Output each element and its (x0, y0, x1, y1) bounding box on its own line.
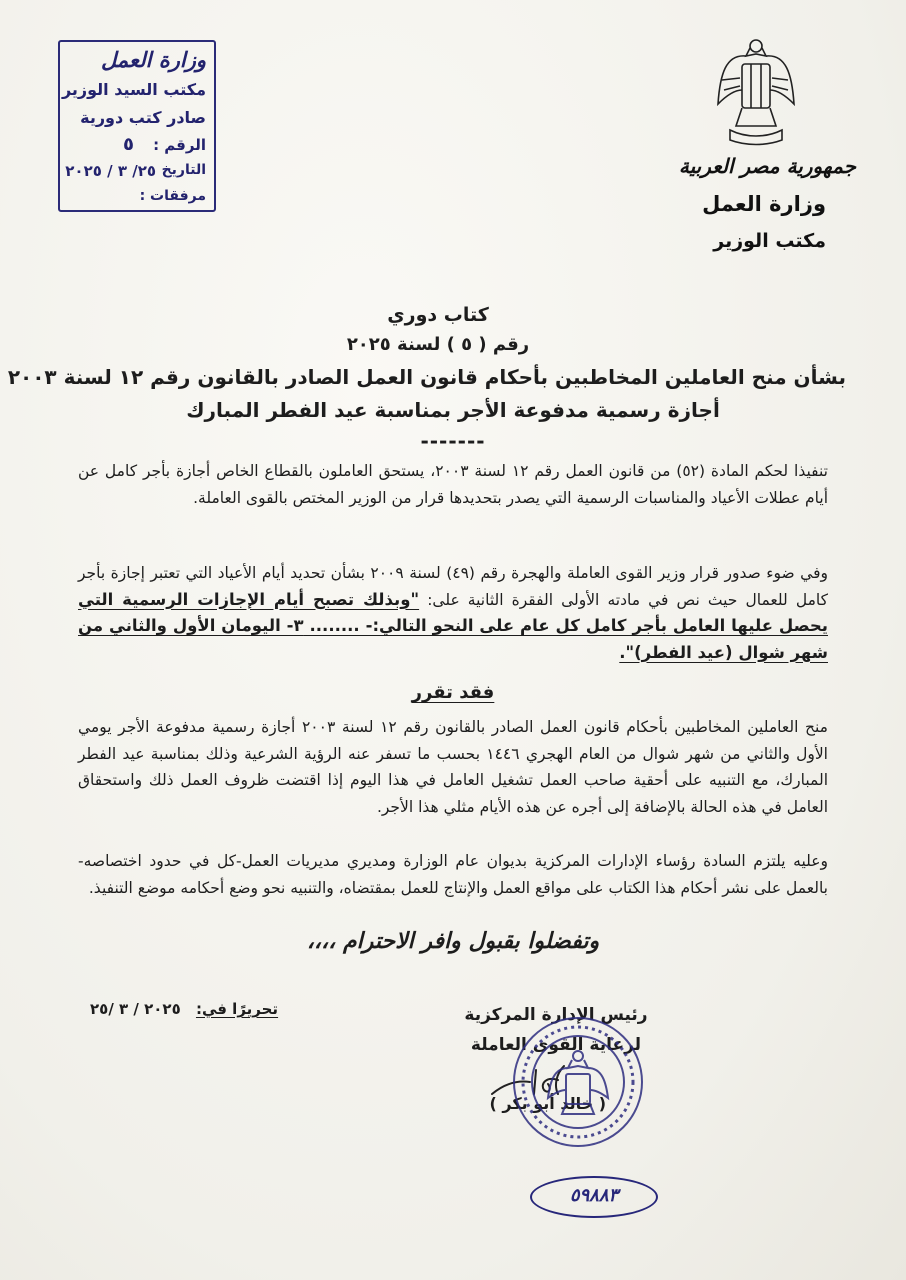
stamp-ministry: وزارة العمل (101, 48, 206, 72)
signatory-title-1: رئيس الإدارة المركزية (464, 1005, 648, 1025)
signatory-name: ( خالد أبو بكر ) (489, 1094, 606, 1113)
stamp-number-value: ٥ (123, 134, 134, 155)
stamp-outgoing: صادر كتب دورية (80, 108, 206, 127)
eagle-emblem-icon (716, 34, 796, 146)
written-date-label: تحريرًا في: (195, 1000, 279, 1018)
decree-quote: "وبذلك تصبح أيام الإجازات الرسمية التي يحصل عليها العامل بأجر كامل كل عام على النحو التالي:- ........ ٣- اليومان الأول والثاني من شهر شوال (عيد الفطر)". (78, 589, 828, 662)
paragraph-instructions: وعليه يلتزم السادة رؤساء الإدارات المركزية بديوان عام الوزارة ومديري مديريات العمل-كل في حدود اختصاصه-بالعمل على نشر أحكام هذا الكتاب على مواقع العمل والإنتاج للعمل بمقتضاه، والتنبيه نحو وضع أحكامه موضع التنفيذ. (78, 852, 828, 897)
ministry-name: وزارة العمل (702, 192, 826, 216)
stamp-office: مكتب السيد الوزير (61, 80, 206, 99)
stamp-date-value: ٢٥/ ٣ / ٢٠٢٥ (65, 162, 156, 180)
paragraph-decision: منح العاملين المخاطبين بأحكام قانون العمل الصادر بالقانون رقم ١٢ لسنة ٢٠٠٣ أجازة رسمية مدفوعة الأجر يومي الأول والثاني من شهر شوال من العام الهجري ١٤٤٦ بحسب ما تسفر عنه الرؤية الشرعية وذلك بمناسبة عيد الفطر المبارك، مع التنبيه على أحقية صاحب العمل تشغيل العامل في هذا اليوم إذا اقتضت ظروف العمل ذلك واستحقاق العامل في هذه الحالة بالإضافة إلى أجره عن هذه الأيام مثلي هذا الأجر. (78, 718, 828, 816)
paragraph-decree (78, 560, 828, 666)
outgoing-stamp (58, 40, 216, 212)
official-seal-icon (508, 1012, 648, 1152)
subject-line-2: أجازة رسمية مدفوعة الأجر بمناسبة عيد الفطر المبارك (186, 398, 720, 422)
paragraph-legal-basis: تنفيذا لحكم المادة (٥٢) من قانون العمل رقم ١٢ لسنة ٢٠٠٣، يستحق العاملون بالقطاع الخاص أجازة بأجر كامل عن أيام عطلات الأعياد والمناسبات الرسمية التي يصدر بتحديدها قرار من الوزير المختص بالقوى العاملة. (78, 462, 828, 507)
signatory-title-2: لرعاية القوى العاملة (470, 1035, 642, 1055)
separator: ------- (420, 429, 486, 453)
stamp-number-label: الرقم : (153, 136, 206, 154)
serial-stamp: ٥٩٨٨٣ (530, 1176, 658, 1218)
document-title (7, 300, 846, 456)
circular-number: رقم ( ٥ ) لسنة ٢٠٢٥ (346, 334, 530, 355)
closing-salutation: وتفضلوا بقبول وافر الاحترام ،،،، (306, 928, 600, 954)
decision-heading: فقد تقرر (411, 682, 495, 703)
written-date-value: ٢٠٢٥ / ٣ /٢٥ (90, 1000, 181, 1018)
office-name: مكتب الوزير (713, 230, 826, 252)
stamp-date-label: التاريخ (161, 162, 206, 178)
paragraph-decree-intro: وفي ضوء صدور قرار وزير القوى العاملة والهجرة رقم (٤٩) لسنة ٢٠٠٩ بشأن تحديد أيام الأعياد التي تعتبر إجازة بأجر كامل للعمال حيث نص في مادته الأولى الفقرة الثانية على: (78, 564, 828, 609)
republic-name: جمهورية مصر العربية (678, 154, 856, 178)
stamp-attachments-label: مرفقات : (139, 188, 206, 204)
subject-line-1: بشأن منح العاملين المخاطبين بأحكام قانون العمل الصادر بالقانون رقم ١٢ لسنة ٢٠٠٣ (7, 365, 846, 389)
written-date (90, 1000, 278, 1018)
circular-heading: كتاب دوري (387, 304, 489, 326)
